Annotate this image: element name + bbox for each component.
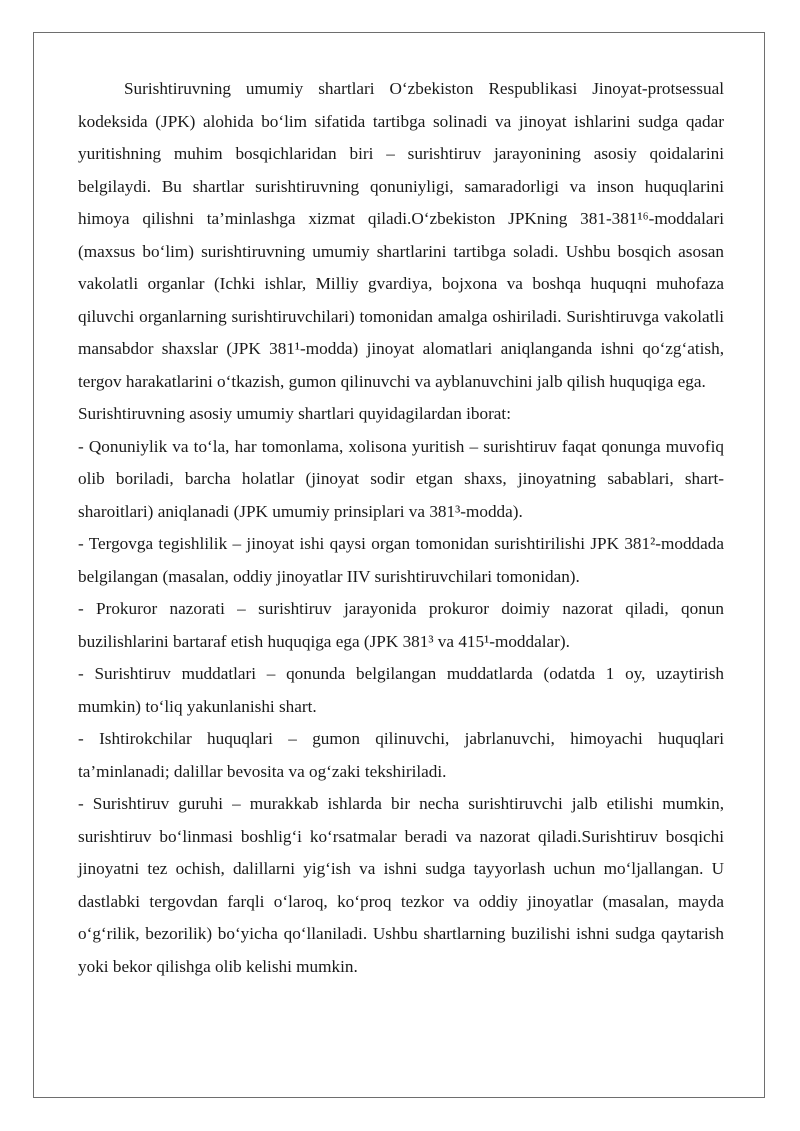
condition-prosecutor-paragraph: - Prokuror nazorati – surishtiruv jarayonida prokuror doimiy nazorat qiladi, qonun buzilishlarini bartaraf etish huquqiga ega (JPK 381³ va 415¹-moddalar).	[78, 599, 724, 651]
condition-participants-paragraph: - Ishtirokchilar huquqlari – gumon qilinuvchi, jabrlanuvchi, himoyachi huquqlari ta’minlanadi; dalillar bevosita va og‘zaki tekshiriladi.	[78, 729, 724, 781]
intro-paragraph: Surishtiruvning umumiy shartlari O‘zbekiston Respublikasi Jinoyat-protsessual kodeksida (JPK) alohida bo‘lim sifatida tartibga solinadi va jinoyat ishlarini sudga qadar yuritishning muhim bosqichlaridan biri – surishtiruv jarayonining asosiy qoidalarini belgilaydi. Bu shartlar surishtiruvning qonuniyligi, samaradorligi va inson huquqlarini himoya qilishni ta’minlashga xizmat qiladi.O‘zbekiston JPKning 381-381¹⁶-moddalari (maxsus bo‘lim) surishtiruvning umumiy shartlarini tartibga soladi. Ushbu bosqich asosan vakolatli organlar (Ichki ishlar, Milliy gvardiya, bojxona va boshqa huquqni muhofaza qiluvchi organlarning surishtiruvchilari) tomonidan amalga oshiriladi. Surishtiruvga vakolatli mansabdor shaxslar (JPK 381¹-modda) jinoyat alomatlari aniqlanganda ishni qo‘zg‘atish, tergov harakatlarini o‘tkazish, gumon qilinuvchi va ayblanuvchini jalb qilish huquqiga ega.	[78, 79, 724, 391]
condition-jurisdiction-paragraph: - Tergovga tegishlilik – jinoyat ishi qaysi organ tomonidan surishtirilishi JPK 381²-moddada belgilangan (masalan, oddiy jinoyatlar IIV surishtiruvchilari tomonidan).	[78, 534, 724, 586]
document-body	[78, 73, 724, 983]
condition-legality-paragraph: - Qonuniylik va to‘la, har tomonlama, xolisona yuritish – surishtiruv faqat qonunga muvofiq olib boriladi, barcha holatlar (jinoyat sodir etgan shaxs, jinoyatning sabablari, shart-sharoitlari) aniqlanadi (JPK umumiy prinsiplari va 381³-modda).	[78, 436, 724, 521]
conditions-heading-paragraph: Surishtiruvning asosiy umumiy shartlari quyidagilardan iborat:	[78, 404, 511, 423]
condition-deadlines-paragraph: - Surishtiruv muddatlari – qonunda belgilangan muddatlarda (odatda 1 oy, uzaytirish mumkin) to‘liq yakunlanishi shart.	[78, 664, 724, 716]
condition-group-paragraph: - Surishtiruv guruhi – murakkab ishlarda bir necha surishtiruvchi jalb etilishi mumkin, surishtiruv bo‘linmasi boshlig‘i ko‘rsatmalar beradi va nazorat qiladi.Surishtiruv bosqichi jinoyatni tez ochish, dalillarni yig‘ish va ishni sudga tayyorlash uchun mo‘ljallangan. U dastlabki tergovdan farqli o‘laroq, ko‘proq tezkor va oddiy jinoyatlar (masalan, mayda o‘g‘rilik, bezorilik) bo‘yicha qo‘llaniladi. Ushbu shartlarning buzilishi ishni sudga qaytarish yoki bekor qilishga olib kelishi mumkin.	[78, 794, 724, 976]
